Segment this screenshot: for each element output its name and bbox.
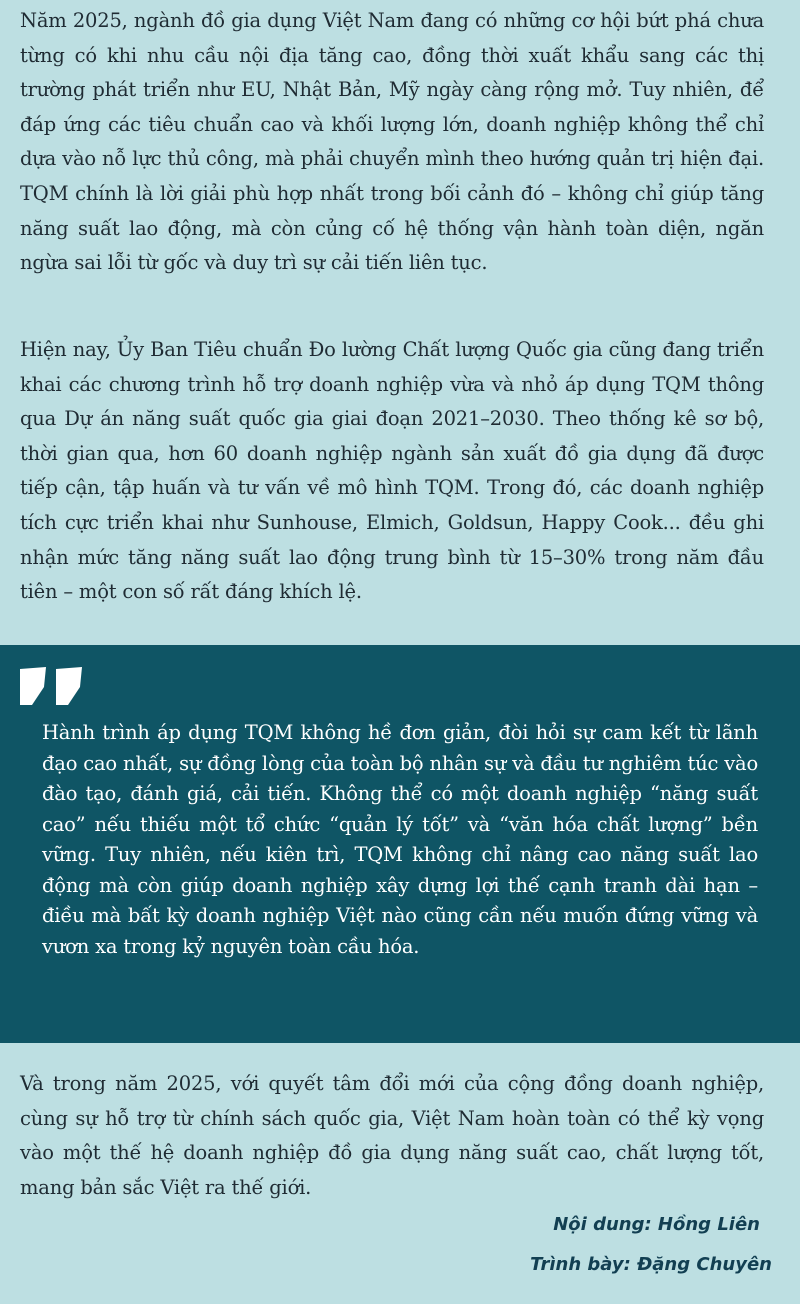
quote-text: Hành trình áp dụng TQM không hề đơn giản, đòi hỏi sự cam kết từ lãnh đạo cao nhất, sự đồng lòng của toàn bộ nhân sự và đầu tư nghiêm túc vào đào tạo, đánh giá, cải tiến. Không thể có một doanh nghiệp “năng suất cao” nếu thiếu một tổ chức “quản lý tốt” và “văn hóa chất lượng” bền vững. Tuy nhiên, nếu kiên trì, TQM không chỉ nâng cao năng suất lao động mà còn giúp doanh nghiệp xây dựng lợi thế cạnh tranh dài hạn – điều mà bất kỳ doanh nghiệp Việt nào cũng cần nếu muốn đứng vững và vươn xa trong kỷ nguyên toàn cầu hóa.	[42, 721, 758, 958]
content-credit: Nội dung: Hồng Liên	[553, 1214, 760, 1235]
layout-credit: Trình bày: Đặng Chuyên	[530, 1254, 772, 1275]
paragraph-1: Năm 2025, ngành đồ gia dụng Việt Nam đang có những cơ hội bứt phá chưa từng có khi nhu cầu nội địa tăng cao, đồng thời xuất khẩu sang các thị trường phát triển như EU, Nhật Bản, Mỹ ngày càng rộng mở. Tuy nhiên, để đáp ứng các tiêu chuẩn cao và khối lượng lớn, doanh nghiệp không thể chỉ dựa vào nỗ lực thủ công, mà phải chuyển mình theo hướng quản trị hiện đại. TQM chính là lời giải phù hợp nhất trong bối cảnh đó – không chỉ giúp tăng năng suất lao động, mà còn củng cố hệ thống vận hành toàn diện, ngăn ngừa sai lỗi từ gốc và duy trì sự cải tiến liên tục.	[20, 9, 764, 275]
paragraph-3: Và trong năm 2025, với quyết tâm đổi mới của cộng đồng doanh nghiệp, cùng sự hỗ trợ từ chính sách quốc gia, Việt Nam hoàn toàn có thể kỳ vọng vào một thế hệ doanh nghiệp đồ gia dụng năng suất cao, chất lượng tốt, mang bản sắc Việt ra thế giới.	[20, 1072, 764, 1199]
pull-quote-block	[0, 645, 800, 1043]
paragraph-2: Hiện nay, Ủy Ban Tiêu chuẩn Đo lường Chất lượng Quốc gia cũng đang triển khai các chương trình hỗ trợ doanh nghiệp vừa và nhỏ áp dụng TQM thông qua Dự án năng suất quốc gia giai đoạn 2021–2030. Theo thống kê sơ bộ, thời gian qua, hơn 60 doanh nghiệp ngành sản xuất đồ gia dụng đã được tiếp cận, tập huấn và tư vấn về mô hình TQM. Trong đó, các doanh nghiệp tích cực triển khai như Sunhouse, Elmich, Goldsun, Happy Cook... đều ghi nhận mức tăng năng suất lao động trung bình từ 15–30% trong năm đầu tiên – một con số rất đáng khích lệ.	[20, 338, 764, 604]
opening-quote-icon	[18, 665, 88, 707]
